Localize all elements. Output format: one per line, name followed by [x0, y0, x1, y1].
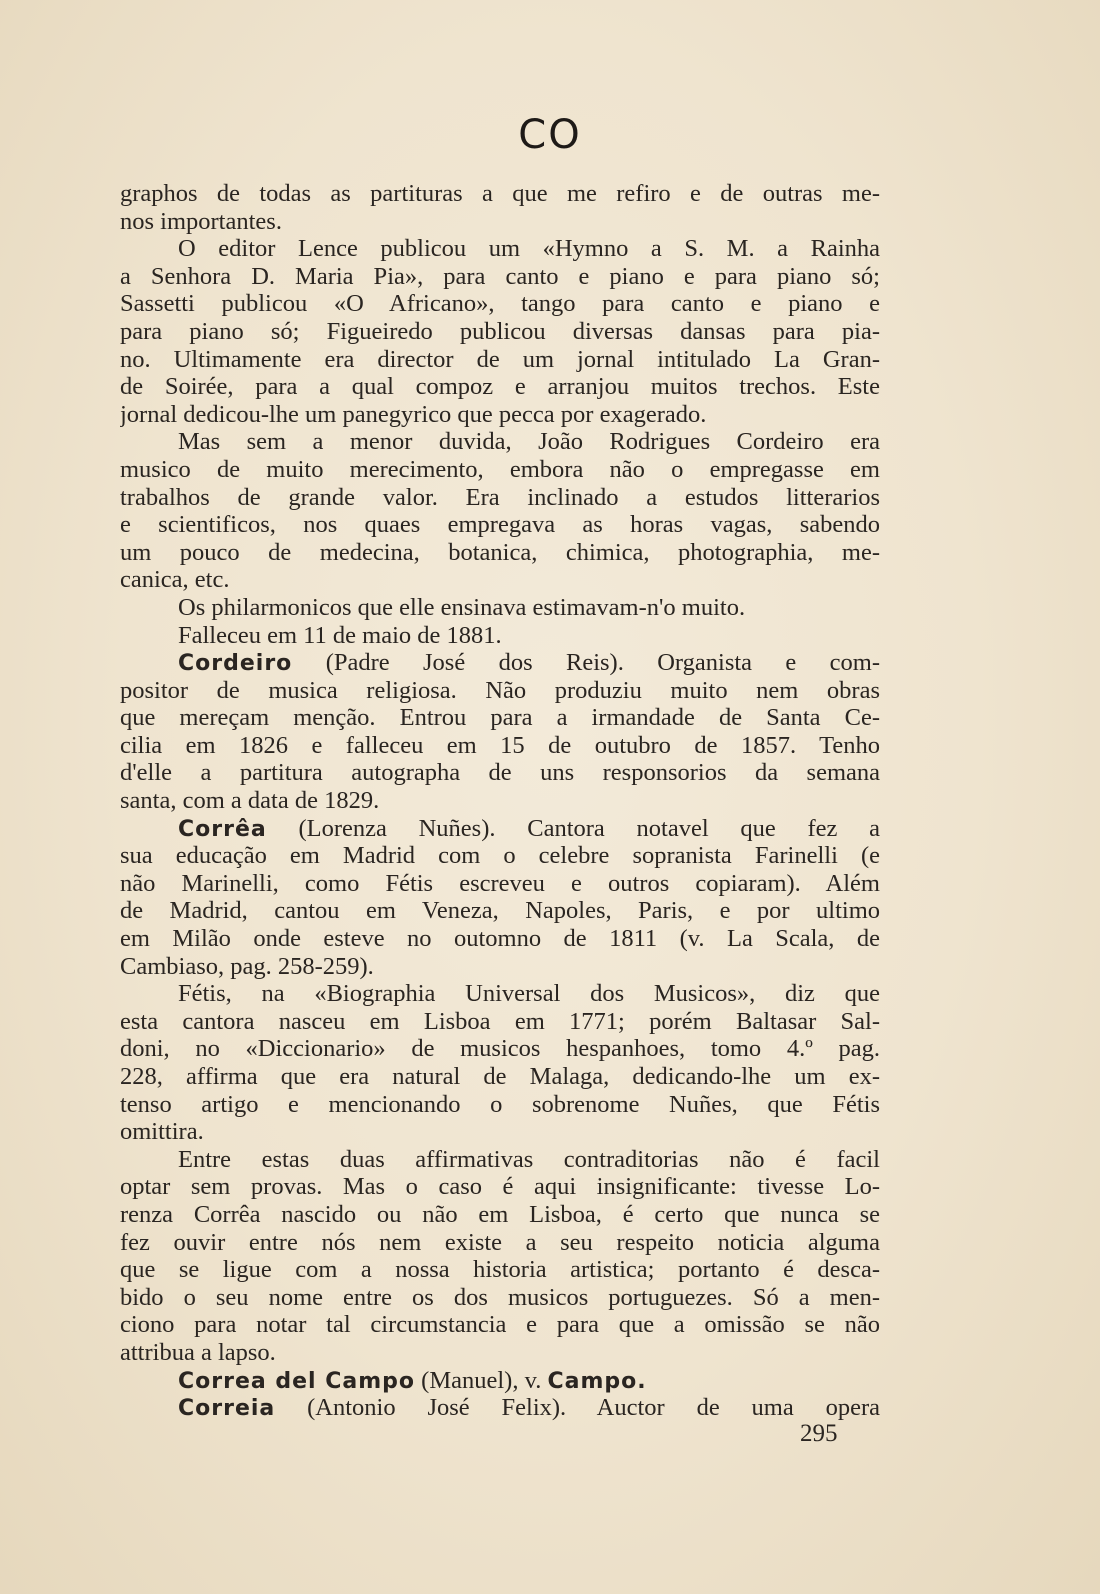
text-line — [120, 1091, 880, 1119]
text-line — [120, 346, 880, 374]
text-line — [120, 704, 880, 732]
line-text: Entre estas duas affirmativas contraditorias não é facil — [178, 1145, 880, 1173]
line-text: musico de muito merecimento, embora não o empregasse em — [120, 455, 880, 483]
text-line — [120, 1118, 880, 1146]
text-line — [120, 677, 880, 705]
text-line — [120, 1229, 880, 1257]
line-text: e scientificos, nos quaes empregava as horas vagas, sabendo — [120, 511, 880, 539]
body-text — [120, 180, 880, 1422]
text-line — [120, 1008, 880, 1036]
line-text: canica, etc. — [120, 566, 230, 594]
text-line — [120, 539, 880, 567]
text-line — [120, 759, 880, 787]
text-line — [120, 1339, 880, 1367]
text-line — [120, 925, 880, 953]
line-text: graphos de todas as partituras a que me refiro e de outras me- — [120, 180, 880, 207]
entry-headword: Correia — [178, 1396, 276, 1422]
line-text: nos importantes. — [120, 207, 282, 235]
text-line — [120, 208, 880, 236]
text-line — [120, 787, 880, 815]
text-line — [120, 1284, 880, 1312]
text-line — [120, 870, 880, 898]
line-text: tenso artigo e mencionando o sobrenome Nuñes, que Fétis — [120, 1090, 880, 1118]
line-text: que se ligue com a nossa historia artistica; portanto é desca- — [120, 1256, 880, 1284]
line-text: que mereçam menção. Entrou para a irmandade de Santa Ce- — [120, 704, 880, 732]
line-text: Fétis, na «Biographia Universal dos Musicos», diz que — [178, 980, 880, 1008]
entry-headword: Cordeiro — [178, 651, 293, 677]
line-text: 228, affirma que era natural de Malaga, dedicando-lhe um ex- — [120, 1063, 880, 1090]
line-text: Mas sem a menor duvida, João Rodrigues Cordeiro era — [178, 428, 880, 456]
entry-headword: Correa del Campo — [178, 1368, 416, 1394]
line-text: de Soirée, para a qual compoz e arranjou muitos trechos. Este — [120, 373, 880, 401]
line-text: (Antonio José Felix). Auctor de uma opera — [307, 1394, 880, 1422]
text-line — [120, 401, 880, 429]
line-text: fez ouvir entre nós nem existe a seu respeito noticia alguma — [120, 1228, 880, 1256]
line-text: renza Corrêa nascido ou não em Lisboa, é certo que nunca se — [120, 1200, 880, 1228]
line-text: doni, no «Diccionario» de musicos hespanhoes, tomo 4.º pag. — [120, 1035, 880, 1063]
page-number: 295 — [800, 1420, 838, 1447]
line-text: ciono para notar tal circumstancia e para que a omissão se não — [120, 1311, 880, 1339]
text-line — [120, 263, 880, 291]
line-text: O editor Lence publicou um «Hymno a S. M. a Rainha — [178, 235, 880, 263]
text-line — [120, 1063, 880, 1091]
line-text: um pouco de medecina, botanica, chimica, photographia, me- — [120, 538, 880, 566]
text-line — [120, 649, 880, 677]
text-line — [120, 566, 880, 594]
line-text: optar sem provas. Mas o caso é aqui insignificante: tivesse Lo- — [120, 1173, 880, 1201]
line-text: para piano só; Figueiredo publicou diversas dansas para pia- — [120, 317, 880, 345]
text-line — [120, 484, 880, 512]
running-head: CO — [518, 112, 582, 158]
text-line — [120, 1201, 880, 1229]
line-text: jornal dedicou-lhe um panegyrico que pecca por exagerado. — [120, 400, 707, 428]
text-line — [120, 290, 880, 318]
text-line — [120, 1146, 880, 1174]
line-text: (Padre José dos Reis). Organista e com- — [325, 649, 880, 677]
entry-headword: Corrêa — [178, 816, 267, 842]
line-text: sua educação em Madrid com o celebre sopranista Farinelli (e — [120, 842, 880, 870]
text-line — [120, 732, 880, 760]
line-text: Cambiaso, pag. 258-259). — [120, 952, 374, 980]
text-line — [120, 511, 880, 539]
line-text: bido o seu nome entre os dos musicos portuguezes. Só a men- — [120, 1283, 880, 1311]
text-line — [120, 594, 880, 622]
line-text: a Senhora D. Maria Pia», para canto e piano e para piano só; — [120, 262, 880, 290]
text-line — [120, 953, 880, 981]
line-text: de Madrid, cantou em Veneza, Napoles, Paris, e por ultimo — [120, 897, 880, 925]
text-line — [120, 815, 880, 843]
line-text: no. Ultimamente era director de um jornal intitulado La Gran- — [120, 345, 880, 373]
text-line — [120, 1367, 880, 1395]
text-line — [120, 842, 880, 870]
line-text: em Milão onde esteve no outomno de 1811 (v. La Scala, de — [120, 925, 880, 953]
text-line — [120, 980, 880, 1008]
text-line — [120, 1173, 880, 1201]
text-line — [120, 1256, 880, 1284]
line-text: Falleceu em 11 de maio de 1881. — [178, 621, 502, 649]
line-text: d'elle a partitura autographa de uns responsorios da semana — [120, 759, 880, 787]
line-text: positor de musica religiosa. Não produziu muito nem obras — [120, 676, 880, 704]
text-line — [120, 1394, 880, 1422]
line-text: santa, com a data de 1829. — [120, 787, 380, 815]
text-line — [120, 235, 880, 263]
line-text: cilia em 1826 e falleceu em 15 de outubro de 1857. Tenho — [120, 731, 880, 759]
text-line — [120, 1035, 880, 1063]
cross-reference-headword: Campo. — [547, 1368, 647, 1394]
text-line — [120, 373, 880, 401]
line-text: esta cantora nasceu em Lisboa em 1771; porém Baltasar Sal- — [120, 1007, 880, 1035]
line-text: (Lorenza Nuñes). Cantora notavel que fez a — [298, 814, 880, 842]
text-line — [120, 456, 880, 484]
line-text: omittira. — [120, 1118, 204, 1146]
line-text: (Manuel), v. — [421, 1366, 542, 1394]
text-line — [120, 622, 880, 650]
line-text: Sassetti publicou «O Africano», tango para canto e piano e — [120, 290, 880, 318]
text-line — [120, 1311, 880, 1339]
text-line — [120, 318, 880, 346]
line-text: Os philarmonicos que elle ensinava estimavam-n'o muito. — [178, 593, 746, 621]
line-text: trabalhos de grande valor. Era inclinado a estudos litterarios — [120, 483, 880, 511]
line-text: attribua a lapso. — [120, 1338, 276, 1366]
text-line — [120, 428, 880, 456]
text-line — [120, 180, 880, 208]
text-line — [120, 897, 880, 925]
line-text: não Marinelli, como Fétis escreveu e outros copiaram). Além — [120, 869, 880, 897]
